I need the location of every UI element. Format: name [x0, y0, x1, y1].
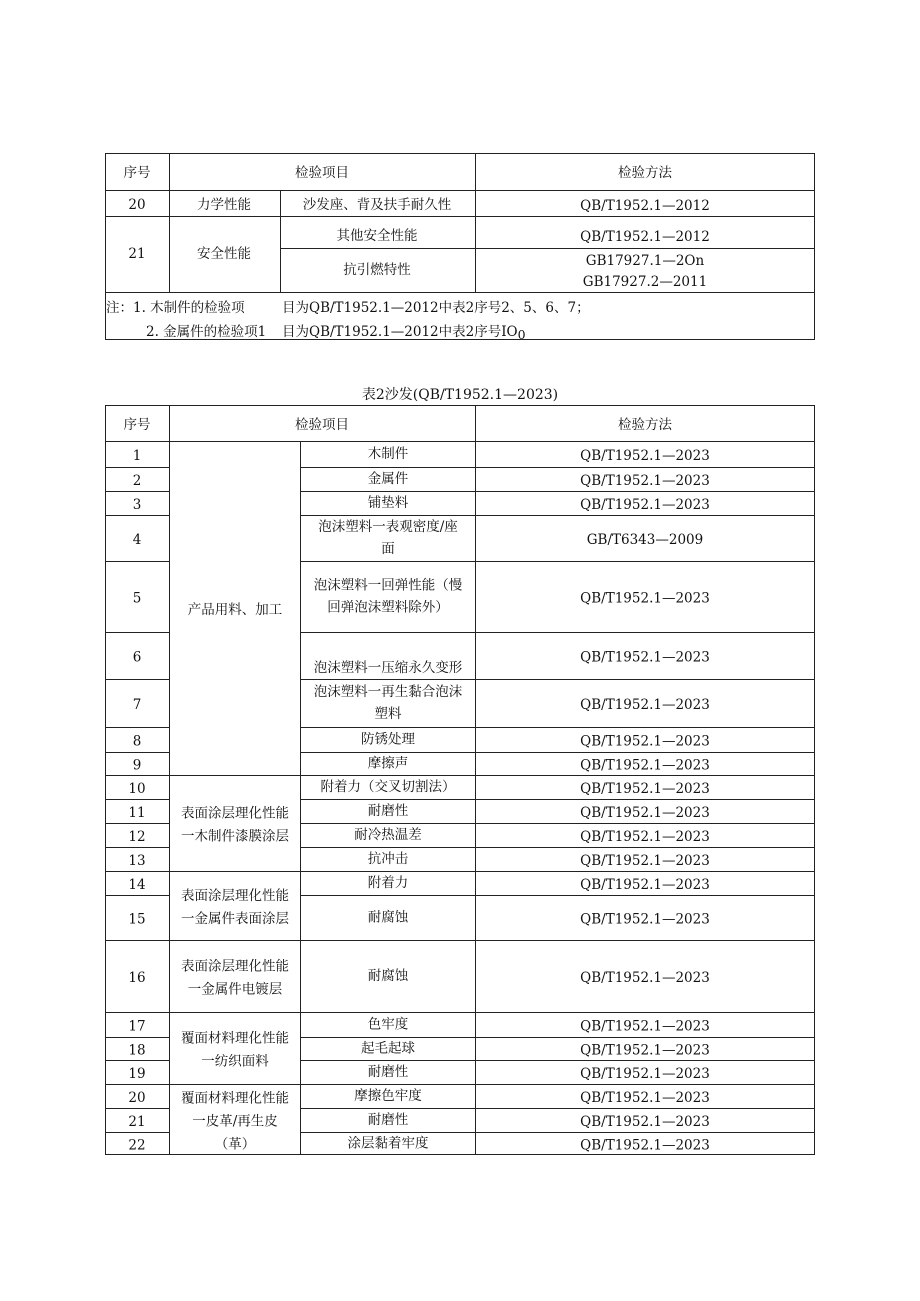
t2-row-no: 8	[132, 733, 142, 750]
t1-note-line2-a: 2. 金属件的检验项1	[146, 324, 267, 340]
t2-row-item: 耐磨性	[367, 803, 409, 819]
t2-row-method: QB/T1952.1—2023	[580, 1042, 710, 1059]
t2-row-method: QB/T1952.1—2023	[580, 877, 710, 893]
t2-row-method: QB/T1952.1—2023	[580, 1114, 710, 1130]
t2-row-no: 4	[132, 532, 142, 548]
t2-row-item: 防锈处理	[361, 731, 415, 748]
t2-row-item: 泡沫塑料一回弹性能（慢	[313, 577, 463, 594]
t1-row20-category: 力学性能	[197, 197, 251, 213]
t2-header-method: 检验方法	[618, 417, 672, 433]
t2-category-label: （革）	[214, 1136, 256, 1153]
t2-row-no: 9	[132, 757, 142, 774]
t2-row-method: QB/T1952.1—2023	[580, 781, 710, 797]
t2-row-no: 3	[132, 497, 142, 513]
t1-note-line1-b: 目为QB/T1952.1—2012中表2序号2、5、6、7；	[282, 300, 590, 316]
t2-row-no: 2	[132, 473, 142, 489]
t2-row-method: QB/T1952.1—2023	[580, 448, 710, 464]
t2-row-item: 摩擦色牢度	[354, 1088, 422, 1104]
t2-category-label: 一木制件漆膜涂层	[181, 828, 289, 845]
t2-row-method: QB/T1952.1—2023	[580, 697, 710, 713]
t2-row-no: 6	[132, 649, 142, 666]
t2-row-item: 附着力	[367, 875, 409, 891]
t1-row20-method: QB/T1952.1—2012	[580, 198, 710, 214]
t2-category-label: 覆面材料理化性能	[181, 1030, 289, 1047]
t2-row-item: 泡沫塑料一表观密度/座	[318, 519, 458, 535]
t2-row-no: 21	[128, 1114, 146, 1130]
t2-row-method: QB/T1952.1—2023	[580, 829, 710, 845]
t1-row21-method2-line2: GB17927.2—2011	[582, 274, 708, 290]
t2-row-no: 16	[128, 970, 146, 986]
t2-row-no: 11	[128, 805, 146, 821]
t1-note-line2-b: 目为QB/T1952.1—2012中表2序号IO0	[282, 324, 526, 342]
t2-row-item: 耐磨性	[367, 1112, 409, 1128]
t2-row-item: 铺垫料	[367, 495, 409, 511]
t2-row-item: 涂层黏着牢度	[347, 1135, 429, 1152]
t2-row-method: QB/T1952.1—2023	[580, 590, 710, 607]
t2-row-no: 10	[128, 781, 146, 797]
t2-row-item: 附着力（交叉切割法）	[320, 779, 456, 795]
t2-row-method: QB/T1952.1—2023	[580, 649, 710, 666]
t1-row21-category: 安全性能	[197, 246, 251, 262]
t1-header-no: 序号	[123, 165, 151, 181]
t2-category-label: 表面涂层理化性能	[181, 888, 289, 904]
t2-row-method: QB/T1952.1—2023	[580, 805, 710, 821]
t1-row21-method1: QB/T1952.1—2012	[580, 229, 710, 245]
t2-row-item: 面	[381, 541, 395, 557]
t2-row-method: QB/T1952.1—2023	[580, 757, 710, 774]
t2-category-label: 一金属件表面涂层	[181, 911, 289, 927]
t2-row-method: QB/T1952.1—2023	[580, 1018, 710, 1035]
t2-category-label: 一皮革/再生皮	[192, 1113, 278, 1130]
t2-row-item: 木制件	[367, 446, 409, 462]
t1-row20-no: 20	[128, 197, 146, 213]
t1-header-method: 检验方法	[618, 165, 672, 181]
t2-row-no: 1	[132, 448, 142, 464]
t2-row-item: 泡沫塑料一压缩永久变形	[313, 660, 463, 676]
t2-row-no: 12	[128, 829, 146, 845]
t2-row-no: 20	[128, 1090, 146, 1106]
t2-row-item: 泡沫塑料一再生黏合泡沫	[313, 684, 463, 700]
t2-category-label: 覆面材料理化性能	[181, 1090, 289, 1107]
t2-row-no: 14	[128, 877, 146, 893]
t2-row-item: 塑料	[374, 706, 402, 722]
t2-row-item: 抗冲击	[367, 851, 409, 867]
t1-header-item: 检验项目	[295, 165, 349, 181]
t2-row-method: QB/T1952.1—2023	[580, 1066, 710, 1082]
t2-category-label: 一纺织面料	[201, 1053, 269, 1070]
t2-category-label: 表面涂层理化性能	[181, 805, 289, 822]
t2-row-method: QB/T1952.1—2023	[580, 497, 710, 513]
t1-row21-item2: 抗引燃特性	[343, 262, 411, 278]
t1-row20-item: 沙发座、背及扶手耐久性	[302, 197, 452, 213]
t2-row-method: QB/T1952.1—2023	[580, 473, 710, 489]
t2-category-label: 一金属件电镀层	[187, 981, 283, 998]
t2-row-no: 18	[128, 1042, 146, 1059]
t2-header-no: 序号	[123, 417, 151, 433]
t2-row-no: 13	[128, 853, 146, 869]
t2-row-no: 19	[128, 1066, 146, 1082]
t2-row-no: 5	[132, 590, 142, 607]
t2-row-item: 回弹泡沫塑料除外）	[327, 599, 449, 616]
t2-row-method: QB/T1952.1—2023	[580, 1090, 710, 1106]
t2-row-no: 7	[132, 697, 142, 713]
t2-row-no: 22	[128, 1137, 146, 1154]
t2-row-item: 耐冷热温差	[354, 827, 422, 843]
t1-row21-method2-line1: GB17927.1—2On	[585, 253, 705, 269]
t2-row-no: 17	[128, 1018, 146, 1035]
t2-row-item: 起毛起球	[361, 1040, 415, 1057]
t2-category-label: 产品用料、加工	[187, 602, 283, 618]
table2-caption: 表2沙发(QB/T1952.1—2023)	[361, 387, 559, 403]
t2-row-method: QB/T1952.1—2023	[580, 853, 710, 869]
t2-row-method: QB/T1952.1—2023	[580, 911, 710, 928]
t2-row-method: GB/T6343—2009	[586, 532, 704, 548]
t2-row-method: QB/T1952.1—2023	[580, 733, 710, 750]
t2-row-item: 耐磨性	[367, 1064, 409, 1080]
t2-row-no: 15	[128, 911, 146, 928]
t2-category-label: 表面涂层理化性能	[181, 958, 289, 975]
t1-note-line1-a: 注：1. 木制件的检验项	[106, 300, 245, 316]
t2-row-method: QB/T1952.1—2023	[580, 970, 710, 986]
t2-row-method: QB/T1952.1—2023	[580, 1137, 710, 1154]
t2-header-item: 检验项目	[295, 417, 349, 433]
t1-row21-item1: 其他安全性能	[336, 228, 418, 244]
table2	[124, 416, 710, 1154]
t1-row21-no: 21	[128, 246, 146, 262]
t2-row-item: 摩擦声	[367, 755, 409, 772]
t2-row-item: 耐腐蚀	[367, 909, 409, 926]
t2-row-item: 耐腐蚀	[367, 968, 409, 984]
t2-row-item: 金属件	[367, 471, 409, 487]
t2-row-item: 色牢度	[367, 1016, 409, 1033]
